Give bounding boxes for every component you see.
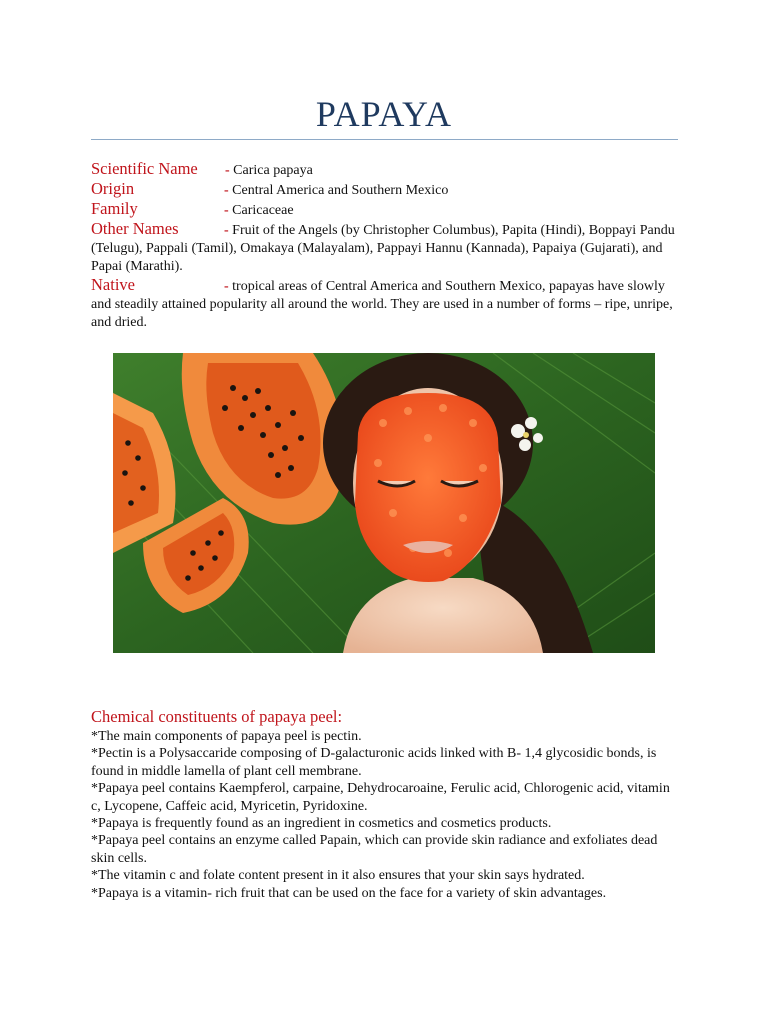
chemical-heading: Chemical constituents of papaya peel:: [91, 707, 343, 726]
scientific-name-dash: -: [225, 163, 230, 178]
chemical-point: *Papaya is frequently found as an ingredient in cosmetics and cosmetics products.: [91, 816, 552, 832]
chemical-constituents-section: [91, 706, 681, 902]
origin-dash: -: [224, 183, 229, 198]
other-names-label: Other Names: [91, 219, 179, 238]
scientific-name-value: Carica papaya: [233, 163, 313, 178]
chemical-point: *Pectin is a Polysaccaride composing of D-galacturonic acids linked with B- 1,4 glycosidic bonds, is found in middle lamella of plant cell membrane.: [91, 746, 657, 779]
origin-value: Central America and Southern Mexico: [232, 183, 449, 198]
origin-row: [91, 180, 681, 200]
other-names-value: Fruit of the Angels (by Christopher Columbus), Papita (Hindi), Boppayi Pandu (Telugu), Pappali (Tamil), Omakaya (Malayalam), Pappayi Hannu (Kannada), Papaiya (Gujarati), and Papai (Marathi).: [91, 223, 675, 274]
native-dash: -: [224, 279, 229, 294]
info-section: [91, 160, 681, 332]
native-value: tropical areas of Central America and Southern Mexico, papayas have slowly and steadily attained popularity all around the world. They are used in a number of forms – ripe, unripe, and dried.: [91, 279, 673, 330]
family-label: Family: [91, 199, 138, 218]
chemical-point: *Papaya peel contains Kaempferol, carpaine, Dehydrocaroaine, Ferulic acid, Chlorogenic acid, vitamin c, Lycopene, Caffeic acid, Myricetin, Pyridoxine.: [91, 781, 670, 814]
chemical-point: *The vitamin c and folate content present in it also ensures that your skin says hydrated.: [91, 868, 585, 884]
native-row: [91, 276, 681, 332]
other-names-dash: -: [224, 223, 229, 238]
page-title: PAPAYA: [315, 94, 453, 134]
family-value: Caricaceae: [232, 203, 294, 218]
papaya-face-mask-photo: [113, 353, 655, 653]
family-dash: -: [224, 203, 229, 218]
chemical-point: *Papaya is a vitamin- rich fruit that can be used on the face for a variety of skin advantages.: [91, 885, 607, 901]
origin-label: Origin: [91, 179, 135, 198]
chemical-point: *The main components of papaya peel is pectin.: [91, 729, 362, 744]
chemical-point: *Papaya peel contains an enzyme called Papain, which can provide skin radiance and exfoliates dead skin cells.: [91, 833, 658, 866]
title-divider: [91, 139, 678, 140]
other-names-row: [91, 220, 681, 276]
native-label: Native: [91, 275, 135, 294]
family-row: [91, 200, 681, 220]
scientific-name-label: Scientific Name: [91, 159, 198, 178]
scientific-name-row: [91, 160, 681, 180]
